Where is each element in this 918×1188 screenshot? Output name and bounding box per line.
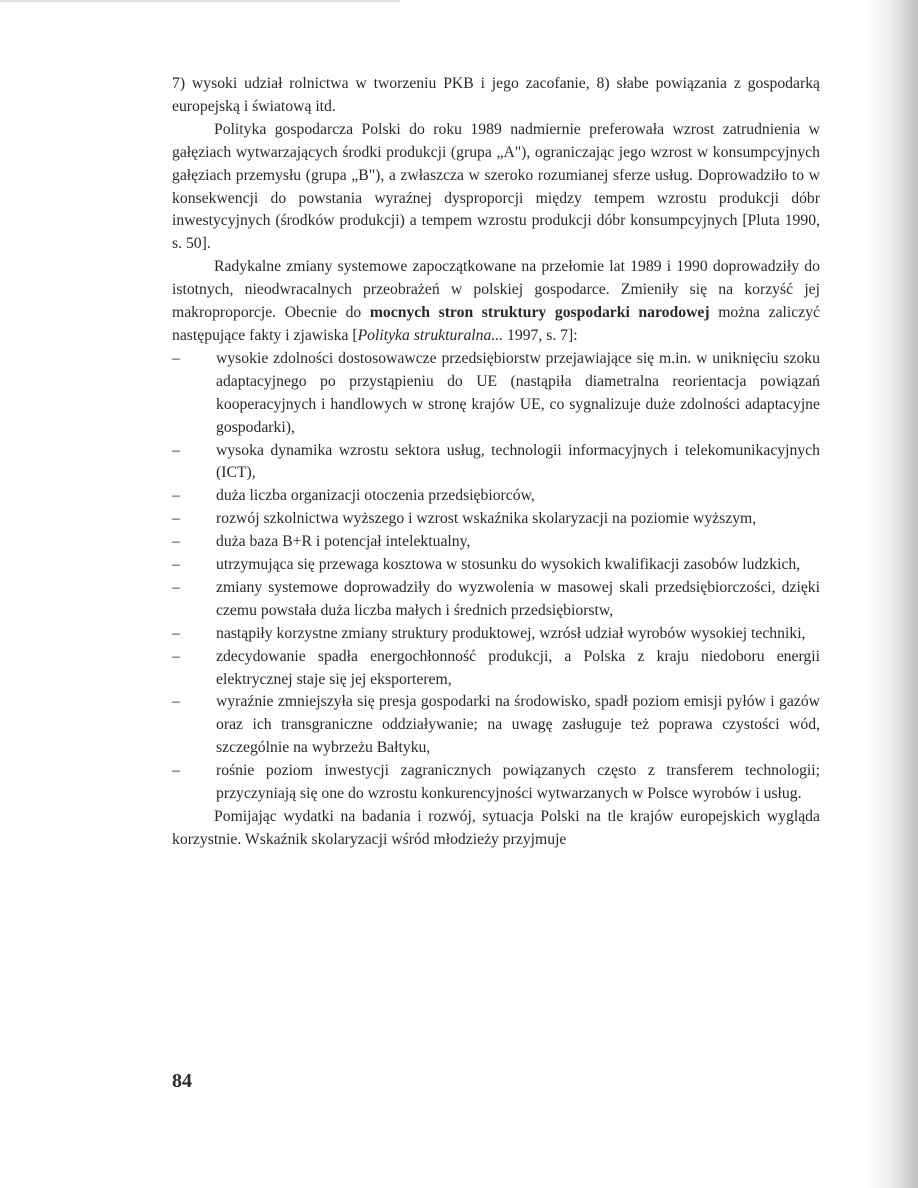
- list-item: [172, 760, 820, 806]
- list-dash: –: [172, 510, 180, 528]
- list-dash: –: [172, 533, 180, 551]
- list-item-text: zdecydowanie spadła energochłonność produkcji, a Polska z kraju niedoboru energii elektrycznej staje się jej eksporterem,: [216, 647, 820, 688]
- list-item-text: rozwój szkolnictwa wyższego i wzrost wskaźnika skolaryzacji na poziomie wyższym,: [216, 510, 757, 528]
- page-body: [172, 73, 820, 852]
- list-item: [172, 531, 820, 554]
- list-item: [172, 691, 820, 760]
- list-item: [172, 554, 820, 577]
- list-item: [172, 440, 820, 486]
- list-dash: –: [172, 349, 180, 367]
- list-item-text: wysoka dynamika wzrostu sektora usług, technologii informacyjnych i telekomunikacyjnych (ICT),: [216, 441, 820, 482]
- bold-term: mocnych stron struktury gospodarki narodowej: [369, 304, 710, 322]
- paragraph-text: 1997, s. 7]:: [503, 326, 578, 344]
- list-item: [172, 623, 820, 646]
- paragraph-continuation: 7) wysoki udział rolnictwa w tworzeniu PKB i jego zacofanie, 8) słabe powiązania z gospodarką europejską i światową itd.: [172, 75, 820, 115]
- paragraph-text: Radykalne zmiany systemowe zapoczątkowane na przełomie lat 1989 i 1990 doprowadziły do istotnych, nieodwracalnych przeobrażeń w polskiej gospodarce. Zmieniły się na korzyść jej makroproporcje. Obecnie do: [172, 258, 820, 322]
- list-item-text: rośnie poziom inwestycji zagranicznych powiązanych często z transferem technologii; przyczyniają się one do wzrostu konkurencyjności wytwarzanych w Polsce wyrobów i usług.: [216, 762, 820, 803]
- page-gutter-shadow: [866, 0, 918, 1188]
- paragraph-systemic-changes: [172, 256, 820, 348]
- paragraph-closing: Pomijając wydatki na badania i rozwój, sytuacja Polski na tle krajów europejskich wygląda korzystnie. Wskaźnik skolaryzacji wśród młodzieży przyjmuje: [172, 808, 820, 848]
- strengths-list: [172, 348, 820, 806]
- list-item-text: wyraźnie zmniejszyła się presja gospodarki na środowisko, spadł poziom emisji pyłów i gazów oraz ich transgraniczne oddziaływanie; na uwagę zasługuje też poprawa czystości wód, szczególnie na wybrzeżu Bałtyku,: [216, 693, 820, 757]
- list-dash: –: [172, 556, 180, 574]
- list-dash: –: [172, 624, 180, 642]
- list-item-text: nastąpiły korzystne zmiany struktury produktowej, wzrósł udział wyrobów wysokiej techniki,: [216, 624, 806, 642]
- list-item: [172, 646, 820, 692]
- citation-title: Polityka strukturalna...: [357, 326, 504, 344]
- paragraph-economic-policy: Polityka gospodarcza Polski do roku 1989 nadmiernie preferowała wzrost zatrudnienia w gałęziach wytwarzających środki produkcji (grupa „A"), ograniczając jego wzrost w konsumpcyjnych gałęziach przemysłu (grupa „B"), a zwłaszcza w szeroko rozumianej sferze usług. Doprowadziło to w konsekwencji do powstania wyraźnej dysproporcji między tempem wzrostu produkcji dóbr inwestycyjnych (środków produkcji) a tempem wzrostu produkcji dóbr konsumpcyjnych [Pluta 1990, s. 50].: [172, 120, 820, 253]
- top-edge-line: [0, 0, 400, 2]
- list-item: [172, 348, 820, 440]
- list-item-text: wysokie zdolności dostosowawcze przedsiębiorstw przejawiające się m.in. w uniknięciu szoku adaptacyjnego po przystąpieniu do UE (nastąpiła diametralna reorientacja powiązań kooperacyjnych i handlowych w stronę krajów UE, co sygnalizuje duże zdolności adaptacyjne gospodarki),: [216, 349, 820, 436]
- list-dash: –: [172, 487, 180, 505]
- paragraph-text: można zaliczyć następujące fakty i zjawiska [: [172, 304, 820, 344]
- list-item-text: utrzymująca się przewaga kosztowa w stosunku do wysokich kwalifikacji zasobów ludzkich,: [216, 556, 801, 574]
- list-item: [172, 508, 820, 531]
- list-item: [172, 485, 820, 508]
- list-item-text: zmiany systemowe doprowadziły do wyzwolenia w masowej skali przedsiębiorczości, dzięki czemu powstała duża liczba małych i średnich przedsiębiorstw,: [216, 578, 820, 619]
- list-dash: –: [172, 578, 180, 596]
- list-item-text: duża baza B+R i potencjał intelektualny,: [216, 533, 471, 551]
- list-dash: –: [172, 693, 180, 711]
- list-item-text: duża liczba organizacji otoczenia przedsiębiorców,: [216, 487, 535, 505]
- page-number: 84: [172, 1070, 192, 1092]
- list-item: [172, 577, 820, 623]
- list-dash: –: [172, 762, 180, 780]
- list-dash: –: [172, 647, 180, 665]
- list-dash: –: [172, 441, 180, 459]
